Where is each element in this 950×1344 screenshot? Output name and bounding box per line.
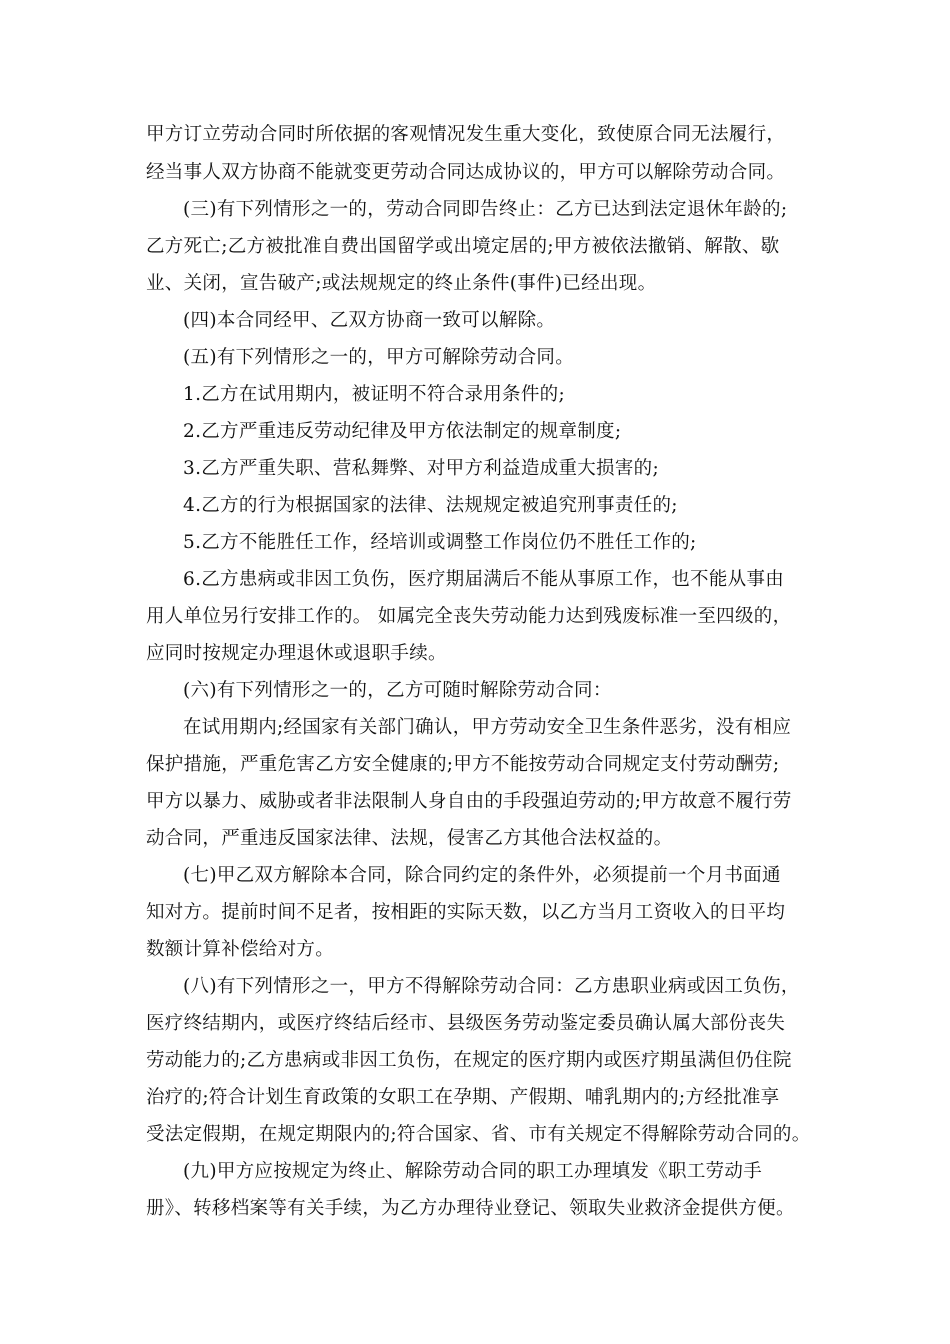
text-line: 业、关闭，宣告破产;或法规规定的终止条件(事件)已经出现。 xyxy=(146,273,657,294)
text-line: 5.乙方不能胜任工作，经培训或调整工作岗位仍不胜任工作的; xyxy=(183,532,697,553)
text-line: 保护措施，严重危害乙方安全健康的;甲方不能按劳动合同规定支付劳动酬劳; xyxy=(146,754,780,775)
text-line: 医疗终结期内，或医疗终结后经市、县级医务劳动鉴定委员确认属大部份丧失 xyxy=(146,1013,786,1034)
text-line: (五)有下列情形之一的，甲方可解除劳动合同。 xyxy=(183,347,575,368)
text-line: (四)本合同经甲、乙双方协商一致可以解除。 xyxy=(183,310,556,331)
text-line: 1.乙方在试用期内，被证明不符合录用条件的; xyxy=(183,384,565,405)
text-line: (七)甲乙双方解除本合同，除合同约定的条件外，必须提前一个月书面通 xyxy=(183,865,781,886)
text-line: 知对方。提前时间不足者，按相距的实际天数，以乙方当月工资收入的日平均 xyxy=(146,902,786,923)
text-line: 劳动能力的;乙方患病或非因工负伤，在规定的医疗期内或医疗期虽满但仍住院 xyxy=(146,1050,792,1071)
text-line: 3.乙方严重失职、营私舞弊、对甲方利益造成重大损害的; xyxy=(183,458,659,479)
text-line: 数额计算补偿给对方。 xyxy=(146,939,335,960)
text-line: 受法定假期，在规定期限内的;符合国家、省、市有关规定不得解除劳动合同的。 xyxy=(146,1124,811,1145)
text-line: 用人单位另行安排工作的。 如属完全丧失劳动能力达到残废标准一至四级的， xyxy=(146,606,792,627)
text-line: (九)甲方应按规定为终止、解除劳动合同的职工办理填发《职工劳动手 xyxy=(183,1161,763,1182)
text-line: (六)有下列情形之一的，乙方可随时解除劳动合同： xyxy=(183,680,612,701)
text-line: 甲方以暴力、威胁或者非法限制人身自由的手段强迫劳动的;甲方故意不履行劳 xyxy=(146,791,792,812)
text-line: 2.乙方严重违反劳动纪律及甲方依法制定的规章制度; xyxy=(183,421,622,442)
text-line: 经当事人双方协商不能就变更劳动合同达成协议的，甲方可以解除劳动合同。 xyxy=(146,162,786,183)
text-line: 在试用期内;经国家有关部门确认，甲方劳动安全卫生条件恶劣，没有相应 xyxy=(183,717,792,738)
text-line: (三)有下列情形之一的，劳动合同即告终止：乙方已达到法定退休年龄的; xyxy=(183,199,788,220)
text-line: 治疗的;符合计划生育政策的女职工在孕期、产假期、哺乳期内的;方经批准享 xyxy=(146,1087,780,1108)
text-line: 乙方死亡;乙方被批准自费出国留学或出境定居的;甲方被依法撤销、解散、歇 xyxy=(146,236,780,257)
text-line: 甲方订立劳动合同时所依据的客观情况发生重大变化，致使原合同无法履行， xyxy=(146,124,786,145)
text-line: 册》、转移档案等有关手续，为乙方办理待业登记、领取失业救济金提供方便。 xyxy=(146,1198,795,1219)
text-line: 6.乙方患病或非因工负伤，医疗期届满后不能从事原工作，也不能从事由 xyxy=(183,569,785,590)
text-line: 4.乙方的行为根据国家的法律、法规规定被追究刑事责任的; xyxy=(183,495,678,516)
text-line: 应同时按规定办理退休或退职手续。 xyxy=(146,643,447,664)
text-line: (八)有下列情形之一，甲方不得解除劳动合同：乙方患职业病或因工负伤， xyxy=(183,976,800,997)
text-line: 动合同，严重违反国家法律、法规，侵害乙方其他合法权益的。 xyxy=(146,828,673,849)
